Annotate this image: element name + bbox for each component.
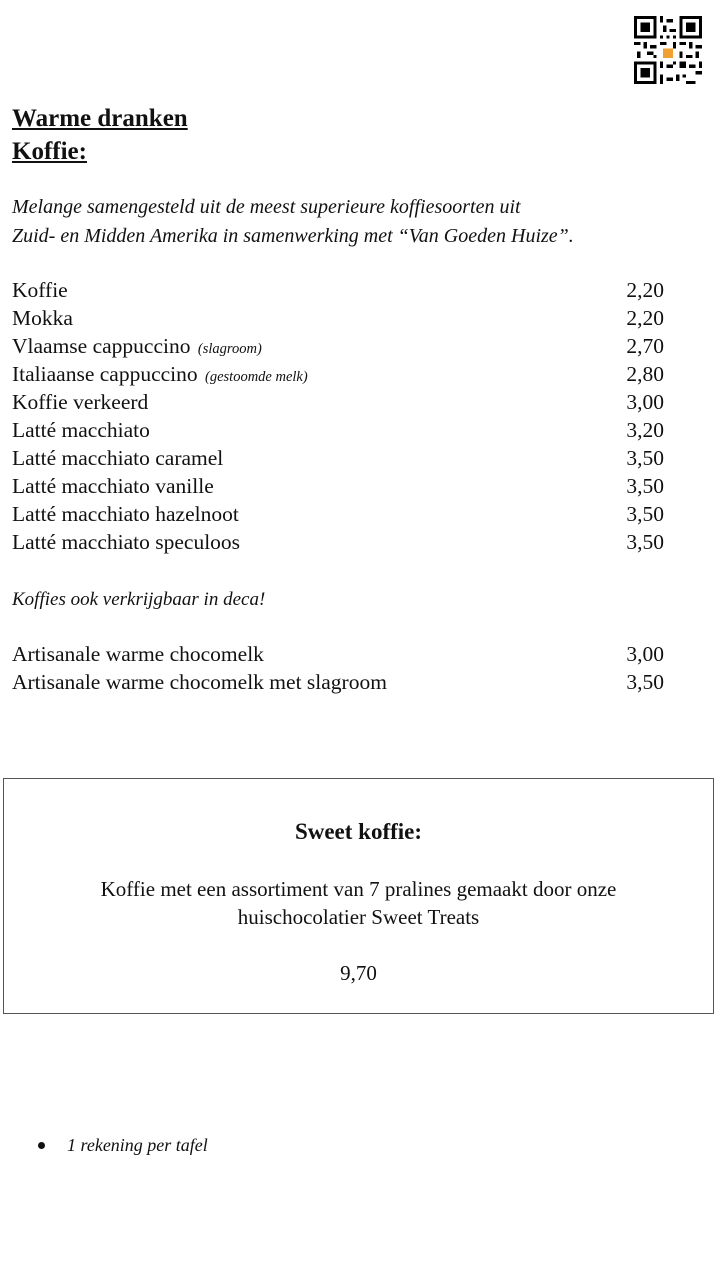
menu-item-price: 3,00 (626, 642, 664, 666)
menu-item-row (12, 444, 664, 472)
sweet-koffie-description-line-2: huischocolatier Sweet Treats (237, 905, 480, 929)
menu-item-name: Artisanale warme chocomelk (12, 642, 264, 666)
menu-item-price: 2,70 (626, 334, 664, 358)
chocomelk-price-list (12, 640, 664, 696)
menu-item-note: (gestoomde melk) (205, 369, 308, 385)
menu-item-price: 3,50 (626, 530, 664, 554)
menu-item-row (12, 640, 664, 668)
sweet-koffie-description-line-1: Koffie met een assortiment van 7 pralines gemaakt door onze (100, 877, 617, 901)
menu-item-name: Artisanale warme chocomelk met slagroom (12, 670, 387, 694)
menu-item-name: Latté macchiato hazelnoot (12, 502, 239, 526)
menu-item-price: 2,20 (626, 278, 664, 302)
menu-item-name: Latté macchiato (12, 418, 150, 442)
menu-item-name: Italiaanse cappuccino (gestoomde melk) (12, 362, 308, 386)
subsection-title-koffie: Koffie: (12, 138, 87, 165)
menu-item-row (12, 304, 664, 332)
menu-item-name: Latté macchiato vanille (12, 474, 214, 498)
menu-item-price: 3,50 (626, 502, 664, 526)
menu-item-price: 3,20 (626, 418, 664, 442)
menu-item-row (12, 360, 664, 388)
section-title: Warme dranken (12, 105, 188, 132)
sweet-koffie-price: 9,70 (340, 961, 377, 985)
intro-line-2: Zuid- en Midden Amerika in samenwerking met “Van Goeden Huize”. (12, 225, 574, 247)
menu-item-price: 2,80 (626, 362, 664, 386)
menu-item-name: Koffie verkeerd (12, 390, 149, 414)
intro-line-1: Melange samengesteld uit de meest superieure koffiesoorten uit (12, 196, 521, 218)
deca-note: Koffies ook verkrijgbaar in deca! (12, 589, 266, 610)
menu-item-name: Vlaamse cappuccino (slagroom) (12, 334, 262, 358)
menu-item-row (12, 332, 664, 360)
menu-item-note: (slagroom) (197, 341, 262, 357)
menu-item-row (12, 388, 664, 416)
sweet-koffie-description (44, 875, 673, 931)
menu-item-price: 3,50 (626, 446, 664, 470)
menu-item-name: Koffie (12, 278, 68, 302)
menu-item-row (12, 276, 664, 304)
menu-item-name: Latté macchiato speculoos (12, 530, 241, 554)
sweet-koffie-title: Sweet koffie: (294, 819, 423, 844)
bullet-icon (38, 1142, 45, 1149)
coffee-price-list (12, 276, 664, 556)
sweet-koffie-box (3, 778, 714, 1014)
footer-note-list (38, 1132, 208, 1158)
footer-note: 1 rekening per tafel (67, 1135, 208, 1155)
menu-item-price: 3,00 (626, 390, 664, 414)
menu-item-name: Latté macchiato caramel (12, 446, 224, 470)
qr-code-icon[interactable] (634, 16, 702, 84)
menu-item-row (12, 416, 664, 444)
menu-item-row (12, 472, 664, 500)
menu-item-price: 2,20 (626, 306, 664, 330)
menu-item-row (12, 528, 664, 556)
menu-item-row (12, 668, 664, 696)
menu-item-price: 3,50 (626, 670, 664, 694)
menu-item-name: Mokka (12, 306, 73, 330)
menu-item-row (12, 500, 664, 528)
menu-item-price: 3,50 (626, 474, 664, 498)
coffee-intro (12, 193, 702, 251)
